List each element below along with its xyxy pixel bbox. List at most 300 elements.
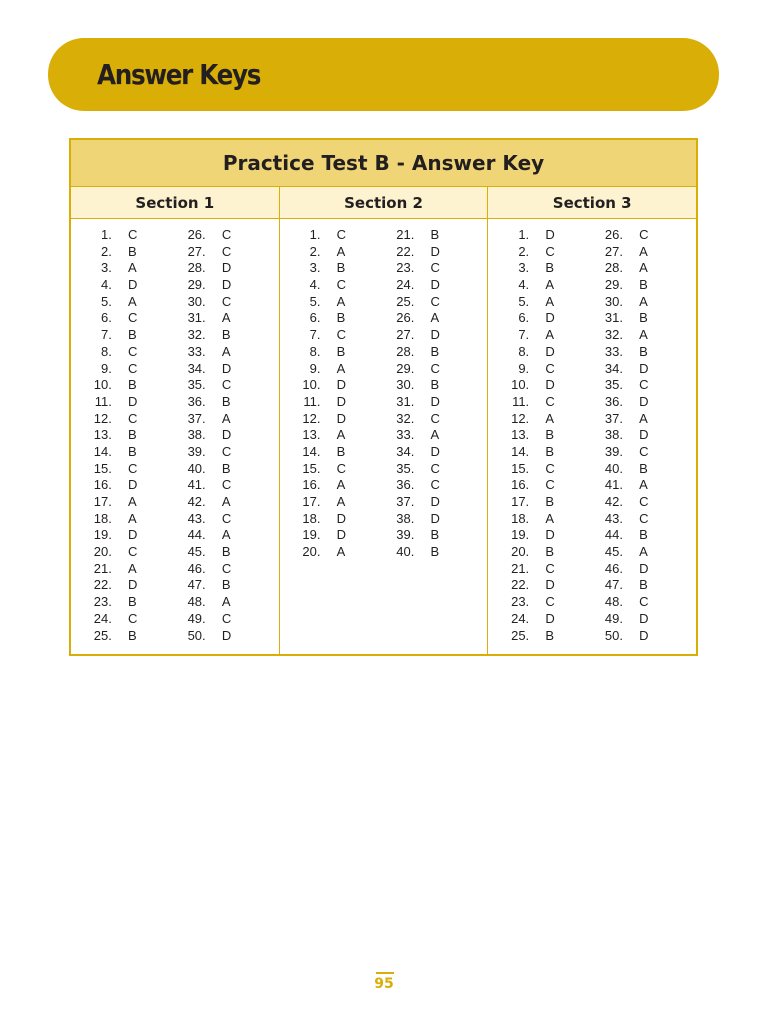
answer-row: [175, 427, 279, 444]
answer-row: [71, 527, 175, 544]
question-number: 28.: [187, 260, 206, 276]
question-number: 42.: [604, 494, 623, 509]
answer-letter: C: [545, 393, 555, 409]
answer-row: [175, 411, 279, 428]
answer-row: [71, 477, 175, 494]
question-number: 15.: [511, 460, 530, 476]
answer-letter: D: [221, 260, 232, 276]
question-number: 35.: [187, 377, 206, 393]
answer-letter: C: [639, 494, 649, 509]
question-number: 31.: [187, 310, 206, 326]
answer-letter: A: [639, 260, 648, 276]
question-number: 18.: [93, 510, 112, 526]
answer-letter: B: [128, 627, 137, 643]
answer-letter: D: [430, 327, 440, 343]
question-number: 3.: [100, 260, 112, 276]
answer-row: [384, 527, 488, 544]
question-number: 15.: [93, 460, 112, 476]
question-number: 38.: [187, 427, 206, 443]
answer-row: [280, 411, 384, 428]
question-number: 45.: [604, 544, 623, 560]
question-number: 42.: [187, 494, 206, 509]
answer-key-table: [69, 138, 698, 656]
answer-letter: A: [639, 410, 648, 426]
question-number: 40.: [604, 460, 623, 476]
answer-letter: A: [545, 277, 555, 293]
answer-letter: D: [221, 360, 232, 376]
answer-letter: A: [128, 260, 137, 276]
answer-row: [175, 594, 279, 611]
answer-row: [71, 427, 175, 444]
page-title: Answer Keys: [97, 58, 261, 91]
answer-letter: B: [430, 527, 440, 543]
answer-row: [488, 427, 592, 444]
answer-letter: D: [545, 610, 555, 626]
answer-letter: C: [221, 293, 232, 309]
question-number: 24.: [511, 610, 530, 626]
answer-letter: C: [221, 610, 232, 626]
answer-letter: D: [545, 310, 555, 326]
question-number: 48.: [604, 594, 623, 610]
answer-letter: B: [336, 260, 346, 276]
answer-row: [280, 544, 384, 561]
answer-row: [175, 377, 279, 394]
question-number: 43.: [604, 510, 623, 526]
answer-letter: B: [128, 377, 137, 393]
answer-row: [488, 244, 592, 261]
answer-letter: D: [336, 377, 347, 393]
answer-letter: A: [336, 360, 346, 376]
answers-grid: [280, 219, 488, 561]
answer-letter: D: [545, 227, 555, 242]
answer-letter: B: [545, 627, 555, 643]
answer-row: [592, 294, 696, 311]
answer-row: [280, 477, 384, 494]
answer-row: [488, 494, 592, 511]
question-number: 32.: [604, 327, 623, 343]
answer-row: [175, 361, 279, 378]
header-banner: [48, 38, 719, 111]
question-number: 24.: [93, 610, 112, 626]
question-number: 19.: [302, 527, 321, 543]
answer-letter: A: [336, 544, 346, 560]
answer-letter: C: [221, 477, 232, 493]
question-number: 5.: [518, 293, 530, 309]
answer-row: [488, 444, 592, 461]
question-number: 2.: [100, 243, 112, 259]
answer-letter: C: [430, 460, 440, 476]
question-number: 37.: [604, 410, 623, 426]
answer-row: [488, 628, 592, 645]
answer-row: [280, 377, 384, 394]
answer-letter: A: [336, 427, 346, 443]
answer-letter: C: [221, 510, 232, 526]
answer-letter: B: [336, 343, 346, 359]
answer-letter: A: [221, 494, 231, 509]
answer-row: [175, 577, 279, 594]
answer-letter: A: [336, 243, 346, 259]
answer-row: [175, 277, 279, 294]
answer-column: [384, 227, 488, 561]
question-number: 4.: [100, 277, 112, 293]
answer-letter: B: [639, 277, 648, 293]
answer-letter: C: [221, 443, 232, 459]
answer-row: [384, 361, 488, 378]
answer-letter: D: [336, 393, 347, 409]
answer-letter: C: [430, 293, 440, 309]
answer-row: [384, 461, 488, 478]
answer-row: [592, 227, 696, 244]
answer-letter: C: [128, 343, 138, 359]
question-number: 27.: [396, 327, 415, 343]
answer-row: [175, 477, 279, 494]
answer-row: [71, 227, 175, 244]
answer-letter: D: [128, 527, 138, 543]
answer-row: [71, 327, 175, 344]
answer-letter: B: [545, 427, 555, 443]
answer-letter: A: [221, 527, 231, 543]
answer-letter: B: [430, 544, 440, 560]
answer-row: [488, 527, 592, 544]
answer-letter: D: [545, 377, 555, 393]
answer-row: [488, 310, 592, 327]
answer-row: [71, 511, 175, 528]
answer-letter: D: [639, 627, 649, 643]
answer-row: [280, 344, 384, 361]
answer-row: [71, 444, 175, 461]
answer-letter: D: [545, 527, 555, 543]
question-number: 6.: [518, 310, 530, 326]
answer-row: [592, 577, 696, 594]
question-number: 16.: [302, 477, 321, 493]
answer-letter: D: [128, 577, 138, 593]
question-number: 50.: [604, 627, 623, 643]
answer-letter: C: [221, 377, 232, 393]
question-number: 26.: [396, 310, 415, 326]
question-number: 36.: [604, 393, 623, 409]
question-number: 16.: [93, 477, 112, 493]
question-number: 39.: [604, 443, 623, 459]
answer-letter: A: [221, 343, 231, 359]
page-number-rule: [376, 972, 394, 974]
question-number: 23.: [511, 594, 530, 610]
answer-letter: C: [545, 594, 555, 610]
question-number: 39.: [187, 443, 206, 459]
question-number: 21.: [396, 227, 415, 242]
section-header: Section 2: [280, 187, 488, 219]
answer-row: [71, 244, 175, 261]
question-number: 24.: [396, 277, 415, 293]
question-number: 32.: [396, 410, 415, 426]
answer-row: [71, 277, 175, 294]
question-number: 1.: [518, 227, 530, 242]
answer-row: [71, 544, 175, 561]
answer-row: [280, 310, 384, 327]
answer-row: [592, 444, 696, 461]
question-number: 34.: [396, 443, 415, 459]
answer-row: [384, 511, 488, 528]
answer-row: [592, 511, 696, 528]
answer-row: [175, 494, 279, 511]
question-number: 2.: [309, 243, 321, 259]
answer-letter: D: [639, 560, 649, 576]
answer-row: [384, 427, 488, 444]
answer-letter: B: [221, 460, 231, 476]
answer-row: [592, 277, 696, 294]
answer-letter: D: [430, 443, 440, 459]
question-number: 13.: [511, 427, 530, 443]
question-number: 39.: [396, 527, 415, 543]
question-number: 12.: [302, 410, 321, 426]
answer-letter: B: [336, 443, 346, 459]
question-number: 2.: [518, 243, 530, 259]
question-number: 7.: [100, 327, 112, 343]
answer-letter: B: [545, 494, 555, 509]
question-number: 11.: [94, 393, 112, 409]
page-number: 95: [374, 976, 394, 992]
section-1: [71, 187, 280, 654]
question-number: 8.: [309, 343, 321, 359]
answer-letter: C: [639, 594, 649, 610]
question-number: 44.: [187, 527, 206, 543]
answer-row: [592, 327, 696, 344]
answer-row: [280, 511, 384, 528]
answer-letter: C: [336, 327, 347, 343]
answer-letter: B: [639, 343, 648, 359]
answer-row: [384, 244, 488, 261]
answer-row: [280, 444, 384, 461]
answer-letter: A: [639, 243, 648, 259]
question-number: 32.: [187, 327, 206, 343]
answer-letter: B: [221, 577, 231, 593]
question-number: 14.: [511, 443, 530, 459]
answer-row: [384, 411, 488, 428]
answer-row: [592, 411, 696, 428]
answer-letter: C: [336, 227, 347, 242]
answer-row: [488, 227, 592, 244]
question-number: 41.: [604, 477, 623, 493]
question-number: 16.: [511, 477, 530, 493]
answer-row: [71, 294, 175, 311]
question-number: 31.: [604, 310, 623, 326]
question-number: 21.: [511, 560, 530, 576]
answer-letter: A: [545, 410, 555, 426]
answer-row: [488, 361, 592, 378]
question-number: 1.: [309, 227, 321, 242]
answer-letter: D: [336, 410, 347, 426]
answer-letter: D: [221, 427, 232, 443]
answer-row: [592, 544, 696, 561]
answer-letter: D: [336, 527, 347, 543]
answer-letter: C: [336, 460, 347, 476]
question-number: 33.: [604, 343, 623, 359]
answer-row: [71, 561, 175, 578]
answer-letter: D: [639, 427, 649, 443]
question-number: 1.: [100, 227, 112, 242]
answer-letter: A: [221, 410, 231, 426]
answer-letter: C: [639, 443, 649, 459]
question-number: 6.: [100, 310, 112, 326]
answer-letter: B: [639, 577, 648, 593]
answer-row: [384, 310, 488, 327]
section-3: [488, 187, 696, 654]
question-number: 10.: [302, 377, 321, 393]
answer-letter: A: [221, 310, 231, 326]
answer-letter: A: [336, 494, 346, 509]
sections-container: [71, 187, 696, 654]
answer-row: [384, 277, 488, 294]
answer-row: [280, 277, 384, 294]
answer-row: [280, 394, 384, 411]
answer-row: [175, 294, 279, 311]
answer-row: [71, 260, 175, 277]
question-number: 48.: [187, 594, 206, 610]
answer-row: [280, 260, 384, 277]
answer-row: [592, 494, 696, 511]
answer-letter: B: [128, 443, 137, 459]
question-number: 21.: [93, 560, 112, 576]
question-number: 14.: [93, 443, 112, 459]
answer-column: [592, 227, 696, 644]
question-number: 50.: [187, 627, 206, 643]
question-number: 29.: [187, 277, 206, 293]
question-number: 49.: [187, 610, 206, 626]
answer-letter: D: [221, 277, 232, 293]
answer-letter: D: [221, 627, 232, 643]
answer-row: [384, 227, 488, 244]
question-number: 31.: [396, 393, 415, 409]
answer-letter: D: [639, 393, 649, 409]
answer-row: [280, 361, 384, 378]
answer-letter: C: [545, 460, 555, 476]
answer-letter: A: [430, 310, 440, 326]
answer-row: [488, 327, 592, 344]
answer-letter: B: [430, 343, 440, 359]
answer-letter: B: [430, 227, 440, 242]
answer-letter: D: [639, 360, 649, 376]
question-number: 19.: [93, 527, 112, 543]
answer-letter: C: [221, 227, 232, 242]
answer-row: [592, 611, 696, 628]
answer-letter: B: [545, 260, 555, 276]
answer-row: [488, 260, 592, 277]
section-header: Section 3: [488, 187, 696, 219]
question-number: 27.: [604, 243, 623, 259]
question-number: 10.: [511, 377, 530, 393]
answer-row: [280, 294, 384, 311]
question-number: 5.: [309, 293, 321, 309]
question-number: 13.: [93, 427, 112, 443]
answer-row: [488, 477, 592, 494]
answer-row: [71, 394, 175, 411]
question-number: 18.: [511, 510, 530, 526]
question-number: 14.: [302, 443, 321, 459]
question-number: 46.: [187, 560, 206, 576]
question-number: 17.: [93, 494, 112, 509]
answer-letter: A: [128, 560, 137, 576]
answer-letter: C: [639, 227, 649, 242]
answer-letter: B: [639, 310, 648, 326]
question-number: 43.: [187, 510, 206, 526]
question-number: 28.: [396, 343, 415, 359]
answer-letter: D: [545, 577, 555, 593]
question-number: 12.: [511, 410, 530, 426]
answer-letter: C: [639, 377, 649, 393]
question-number: 20.: [93, 544, 112, 560]
answer-column: [175, 227, 279, 644]
question-number: 28.: [604, 260, 623, 276]
answer-letter: B: [128, 427, 137, 443]
answer-letter: C: [128, 610, 138, 626]
answer-letter: B: [221, 393, 231, 409]
answer-row: [384, 260, 488, 277]
question-number: 3.: [309, 260, 321, 276]
answer-row: [71, 361, 175, 378]
answers-grid: [71, 219, 279, 644]
question-number: 11.: [512, 393, 530, 409]
answer-letter: A: [545, 510, 555, 526]
answer-letter: D: [430, 393, 440, 409]
question-number: 9.: [518, 360, 530, 376]
answer-column: [488, 227, 592, 644]
answer-row: [592, 527, 696, 544]
answer-row: [175, 544, 279, 561]
answer-letter: D: [430, 510, 440, 526]
answer-key-title: Practice Test B - Answer Key: [71, 140, 696, 187]
answer-row: [280, 527, 384, 544]
answer-letter: C: [430, 410, 440, 426]
answer-letter: C: [128, 460, 138, 476]
question-number: 4.: [309, 277, 321, 293]
answer-row: [71, 494, 175, 511]
answer-row: [384, 294, 488, 311]
answer-letter: D: [128, 477, 138, 493]
question-number: 34.: [187, 360, 206, 376]
answer-row: [280, 227, 384, 244]
answer-letter: B: [639, 460, 648, 476]
answer-row: [71, 611, 175, 628]
answer-row: [592, 561, 696, 578]
answer-letter: B: [221, 544, 231, 560]
answer-letter: C: [336, 277, 347, 293]
question-number: 9.: [309, 360, 321, 376]
answer-letter: C: [128, 360, 138, 376]
question-number: 4.: [518, 277, 530, 293]
question-number: 29.: [396, 360, 415, 376]
answer-row: [384, 344, 488, 361]
answer-row: [175, 327, 279, 344]
answer-row: [384, 377, 488, 394]
answer-letter: D: [639, 610, 649, 626]
question-number: 8.: [518, 343, 530, 359]
answer-letter: B: [128, 243, 137, 259]
question-number: 36.: [396, 477, 415, 493]
question-number: 29.: [604, 277, 623, 293]
answer-row: [488, 294, 592, 311]
answer-letter: D: [430, 243, 440, 259]
question-number: 47.: [604, 577, 623, 593]
question-number: 41.: [187, 477, 206, 493]
answer-row: [592, 344, 696, 361]
answer-row: [384, 494, 488, 511]
question-number: 35.: [396, 460, 415, 476]
answer-letter: B: [221, 327, 231, 343]
question-number: 19.: [511, 527, 530, 543]
answer-row: [280, 494, 384, 511]
answer-column: [280, 227, 384, 561]
answer-row: [175, 461, 279, 478]
answer-letter: A: [128, 293, 137, 309]
